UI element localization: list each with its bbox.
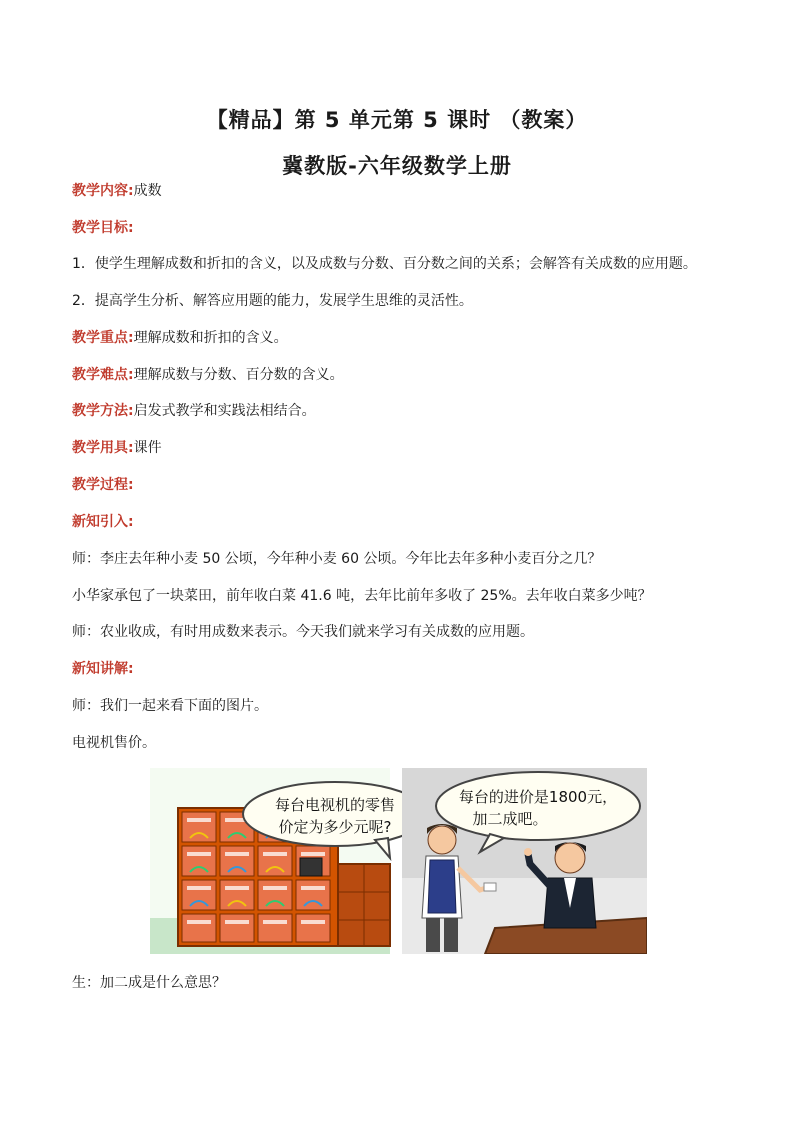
- goals-heading: [72, 219, 134, 237]
- key-label: 教学重点:: [72, 330, 134, 346]
- document-title: 【精品】第 5 单元第 5 课时 （教案）: [206, 108, 588, 132]
- explain-paragraph-1: 师：我们一起来看下面的图片。: [72, 698, 268, 714]
- student-question: 生：加二成是什么意思？: [72, 975, 226, 991]
- intro-paragraph-3: 师：农业收成，有时用成数来表示。今天我们就来学习有关成数的应用题。: [72, 624, 534, 640]
- content-value: 成数: [133, 183, 162, 199]
- content-label: 教学内容:: [72, 183, 134, 199]
- intro-heading: [72, 513, 134, 531]
- key-line: [72, 329, 288, 347]
- goals-label: 教学目标:: [72, 220, 134, 236]
- goal-2: 2．提高学生分析、解答应用题的能力，发展学生思维的灵活性。: [72, 293, 473, 309]
- process-label: 教学过程:: [72, 477, 134, 493]
- method-label: 教学方法:: [72, 403, 134, 419]
- content-line: [72, 182, 162, 200]
- right-bubble-line-2: 加二成吧。: [472, 810, 548, 828]
- method-value: 启发式教学和实践法相结合。: [133, 403, 316, 419]
- method-line: [72, 402, 316, 420]
- difficulty-line: [72, 366, 344, 384]
- tools-line: [72, 439, 162, 457]
- intro-paragraph-1: 师：李庄去年种小麦 50 公顷，今年种小麦 60 公顷。今年比去年多种小麦百分之几？: [72, 551, 602, 567]
- difficulty-label: 教学难点:: [72, 367, 134, 383]
- tools-label: 教学用具:: [72, 440, 134, 456]
- intro-paragraph-2: 小华家承包了一块菜田，前年收白菜 41.6 吨，去年比前年多收了 25%。去年收白菜多少吨？: [72, 588, 652, 604]
- left-bubble-line-2: 价定为多少元呢?: [278, 818, 392, 836]
- intro-label: 新知引入:: [72, 514, 134, 530]
- explain-label: 新知讲解:: [72, 661, 134, 677]
- key-value: 理解成数和折扣的含义。: [133, 330, 288, 346]
- explain-paragraph-2: 电视机售价。: [72, 735, 156, 751]
- process-heading: [72, 476, 134, 494]
- goal-1: 1．使学生理解成数和折扣的含义，以及成数与分数、百分数之间的关系；会解答有关成数的应用题。: [72, 256, 697, 272]
- tools-value: 课件: [133, 440, 162, 456]
- document-subtitle: 冀教版-六年级数学上册: [282, 154, 512, 178]
- explain-heading: [72, 660, 134, 678]
- right-bubble-line-1: 每台的进价是1800元，: [458, 788, 618, 806]
- tv-pricing-illustration: [150, 768, 647, 954]
- difficulty-value: 理解成数与分数、百分数的含义。: [133, 367, 344, 383]
- left-bubble-line-1: 每台电视机的零售: [274, 796, 396, 814]
